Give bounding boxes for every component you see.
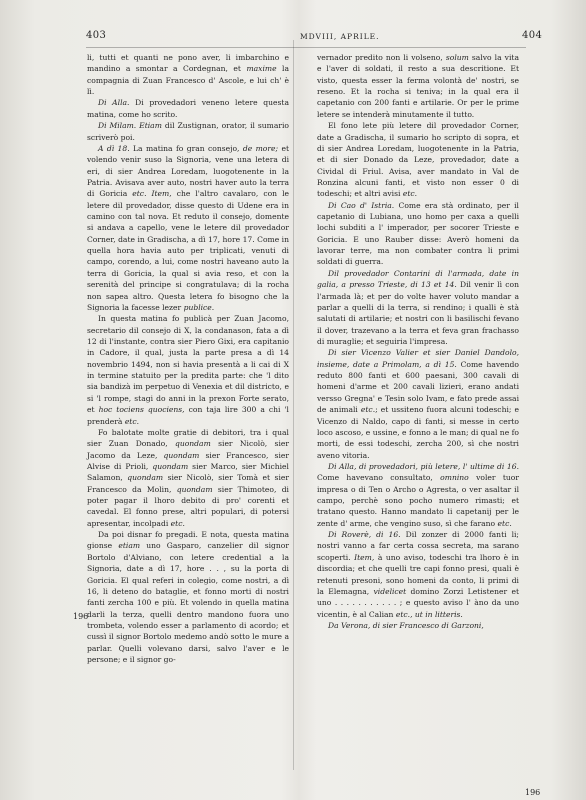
paragraph [317, 200, 519, 268]
italic-run: hoc tociens quociens, [98, 405, 185, 415]
text-run: con taja lire 300 a chi 'l prenderà [87, 405, 289, 426]
text-run: Come era stà ordinato, per il capetanio di Lubiana, uno homo per caxa a quelli lochi subditi a l' imperador, per socorer Trieste e Goricia. E uno Rauber disse: Averò homeni da lavorar terre, ma non combater contra li primi soldati di guerra. [317, 200, 519, 267]
paragraph [317, 347, 519, 461]
text-run: Da poi disnar fo pregadi. E nota, questa matina gionse [87, 530, 289, 551]
text-run: uno Gasparo, canzelier dil signor Bortolo d'Alviano, con letere credential a la Signoria, date a dì 17, hore . . , su la porta di Goricia. El qual referi in colegio, come nostri, a dì 16, li deteno do bataglie, et fonno morti di nostri fanti zercha 100 e più. Et volendo in quella matina darli la terza, quelli dentro mandono fuora uno trombeta, volendo esser a parlamento di acordo; et cussì il signor Bortolo medemo andò sotto le mure a parlar. Quelli volevano darsi, salvo l'aver e le persone; e il signor go- [87, 541, 290, 665]
text-run: La matina fo gran consejo, [129, 143, 243, 153]
paragraph [317, 120, 519, 200]
italic-run: Item, [354, 552, 375, 562]
text-run: sier Marco, sier Michiel Salamon, [87, 461, 289, 483]
italic-run: etiam [118, 541, 141, 551]
italic-run: solum [445, 53, 469, 62]
italic-run: omnino [440, 473, 469, 483]
page-number-left: 403 [86, 30, 107, 41]
paragraph [317, 529, 519, 620]
text-run: sier Thimoteo, di poter pagar il lhoro debito di pro' corenti et cavedal. El fonno prese, altri populari, di potersi apresentar, incolpadi [87, 484, 289, 528]
text-run: Come havevano consultato, [317, 473, 441, 483]
text-run: salvo la vita e l'aver di soldati, il resto a sua descritione. Et visto, questa esser la ferma volontà de' nostri, se reseno. Et la rocha si teniva; in la qual era il capetanio con 200 fanti e artilarie. Or per le prime letere se intenderà minutamente il tutto. [317, 53, 519, 119]
text-run: à uno aviso, todeschi tra lhoro è in discordia; et che quelli tre capi fonno presi, quali è retenuti presoni, sono homeni da conto, li primi di la Elemagna, [317, 552, 519, 596]
italic-run: publice. [183, 302, 215, 312]
italic-run: quondam [127, 473, 164, 483]
italic-run: A dì 18. [98, 143, 130, 153]
text-run: voler tuor impresa o di Ten o Archo o Agresta, o ver asaltar il campo, perchè sono pocho numero rimasti; et tratano questo. Hanno mandato li capetanij per le zente d' arme, che vengino suso, sì che farano [317, 473, 519, 528]
italic-run: Di Cao d' Istria. [328, 200, 395, 210]
paragraph [87, 52, 289, 97]
italic-run: etc. [170, 518, 185, 528]
paragraph [317, 620, 519, 631]
text-run: Di provedadori veneno letere questa matina, come ho scrito. [87, 98, 289, 119]
italic-run: quondam [174, 439, 211, 449]
paragraph [317, 461, 519, 529]
paragraph [87, 529, 289, 665]
paragraph [317, 52, 519, 120]
italic-run: etc. [360, 405, 376, 415]
page-number-right: 404 [522, 30, 543, 41]
text-run: Dil zonzer di 2000 fanti li; nostri vanno a far certa cossa secreta, ma sarano scoperti. [317, 530, 519, 562]
text-run: Fo balotate molte gratie di debitori, tra i qual sier Zuan Donado, [87, 427, 289, 449]
italic-run: Dil provedador Contarini di l'armada, date in galia, a presso Trieste, di 13 et 14. [317, 268, 519, 290]
right-text-column [317, 52, 519, 631]
margin-number-right: 196 [525, 788, 541, 797]
italic-run: Di Milam. Etiam [98, 121, 162, 131]
italic-run: Di Roverè, di 16. [328, 530, 401, 540]
italic-run: Da Verona, di sier Francesco di Garzoni, [328, 620, 484, 630]
header-rule [86, 47, 526, 48]
italic-run: videlicet [373, 586, 407, 596]
margin-number-left: 196 [73, 612, 89, 621]
paragraph [87, 143, 289, 313]
text-run: et volendo venir suso la Signoria, vene una letera di eri, di sier Andrea Loredam, luogotenente in la Patria. Avisava aver auto, nostri haver auto la terra di Goricia [87, 143, 289, 199]
italic-run: etc. Item, [132, 189, 172, 199]
italic-run: de more; [242, 143, 279, 153]
italic-run: maxime [246, 64, 277, 74]
italic-run: etc. [124, 416, 140, 426]
text-run: sier Nicolò, sier Tomà et sier Francesco da Molin, [87, 473, 289, 494]
text-run: sier Francesco, sier Alvise di Prioli, [87, 450, 289, 471]
text-run: che l'altro cavalaro, con le letere dil provedador, disse questo di Udene era in camino con tal nova. Et reduto il consejo, domente si andava a capello, vene le letere dil provedador Corner, date in Gradischa, a dì 17, hore 17. Come in quella hora havia auto per triplicati, venuti di campo, corendo, a lui, come nostri haveano auto la terra di Goricia, la qual si avia reso, et con la serenità del principe si congratulava; di la rocha non sapea altro. Questa letera fo bisogno che la Signoria la facesse lezer [87, 189, 289, 312]
paragraph [87, 427, 289, 529]
text-run: In questa matina fo publicà per Zuan Jacomo, secretario dil consejo di X, la condanason, fata a dì 12 di l'instante, contra sier Piero Gixi, era capitanio in Cadore, il qual, justa la parte presa a dì 14 novembrio 1494, non si havia presentà a li cai di X in termine statuito per la predita parte: che 'l dito sia bandizà im perpetuo di Venexia et dil districto, e si 'l rompe, stagi do anni in la prexon Forte serato, et [87, 314, 289, 415]
text-run: dil Zustignan, orator, il sumario scriverò poi. [87, 121, 290, 142]
paragraph [317, 268, 519, 348]
paragraph [87, 97, 289, 120]
text-run: Dil venir lì con l'armada là; et per do volte haver voluto mandar a parlar a quelli di la terra, si rendino; i qualli è stà salutati di artilarie; et nostri con li basilischi fevano il dover, trazevano a la terra et feva gran frachasso di muraglie; et seguiria l'impresa. [317, 280, 519, 346]
text-run: vernador predito non li volseno, [317, 53, 446, 62]
text-run: la compagnia di Zuan Francesco d' Ascole, e lui ch' è lì. [87, 64, 289, 97]
text-run: ; et ussiteno fuora alcuni todeschi; e Vicenzo di Naldo, capo di fanti, si messe in certo loco ascoso, e ussine, e fonno a le man; di qual ne fo morti, de essi todeschi, zercha 200, sì che nostri aveno vitoria. [317, 405, 519, 460]
column-divider [293, 40, 294, 770]
paragraph [87, 120, 289, 143]
paragraph [87, 313, 289, 427]
running-title: MDVIII, APRILE. [300, 32, 380, 41]
italic-run: quondam [176, 484, 213, 494]
italic-run: etc. [402, 189, 418, 199]
italic-run: etc., ut in litteris. [395, 609, 463, 619]
italic-run: Di Alla, di provedadori, più letere, l' ultime di 16. [328, 461, 519, 471]
text-run: Come havendo reduto 800 fanti et 600 paesani, 300 cavali di homeni d'arme et 200 cavali lizieri, erano andati versso Gregna' e Tesin solo Ivam, e fato prede assai de animali [317, 359, 519, 415]
text-run: domino Zorzi Letistener et uno . . . . . . . . . . . ; e questo aviso l' àno da uno vicentin, è al Calian [317, 586, 519, 619]
text-run: El fono lete più letere dil provedador Corner, date a Gradischa, il sumario ho scripto di sopra, et di sier Andrea Loredam, luogotenente in la Patria, et di sier Donado da Leze, provedador, date a Cividal di Friul. Avisa, aver mandato in Val de Ronzina alcuni fanti, et visto non esser 0 di todeschi; et altri avisi [317, 121, 519, 199]
italic-run: Di Alla. [98, 98, 130, 108]
italic-run: quondam [152, 461, 189, 471]
italic-run: Di sier Vicenzo Valier et sier Daniel Dandolo, insieme, date a Primolam, a dì 15. [317, 348, 519, 369]
italic-run: quondam [163, 450, 200, 460]
text-run: li, tutti et quanti ne pono aver, li imbarchino e mandino a smontar a Cordegnan, et [87, 53, 289, 74]
left-text-column [87, 52, 289, 665]
italic-run: etc. [497, 518, 512, 528]
text-run: sier Nicolò, sier Jacomo da Leze, [87, 439, 289, 460]
